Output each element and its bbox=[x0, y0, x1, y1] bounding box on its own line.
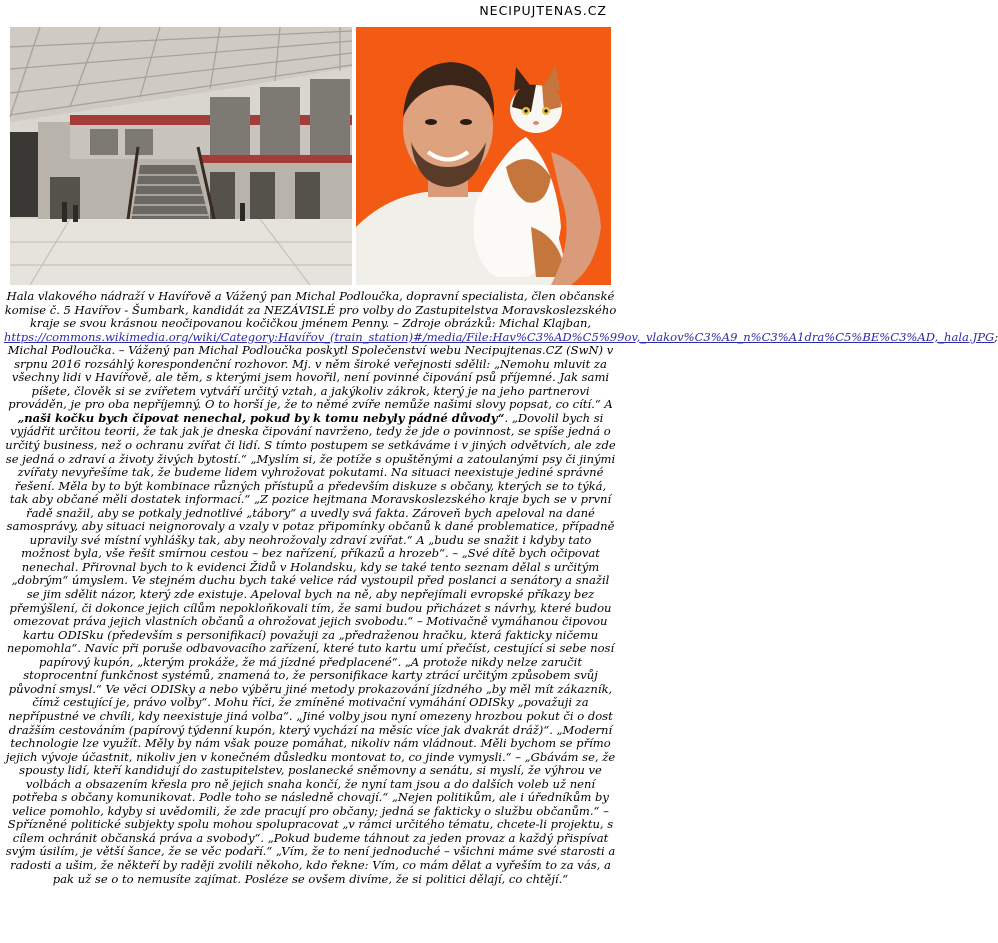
site-name: NECIPUJTENAS.CZ bbox=[479, 3, 607, 18]
station-hall-photo bbox=[10, 27, 352, 285]
portrait-with-cat-photo bbox=[356, 27, 611, 285]
caption-paragraph bbox=[4, 289, 998, 886]
photo-row bbox=[10, 27, 611, 285]
article-text bbox=[4, 289, 998, 886]
caption-text: Hala vlakového nádraží v Havířově a Vážený pan Michal Podloučka, dopravní specialista, člen občanské komise č. 5 Havířov - Šumbark, kandidát za NEZÁVISLÉ pro volby do Zastupitelstva Moravskoslezského kraje se svou krásnou neočipovanou kočičkou jménem Penny. – Zdroje obrázků: Michal Klajban, bbox=[4, 289, 617, 331]
wikimedia-source-link[interactable]: https://commons.wikimedia.org/wiki/Category:Havířov_(train_station)#/media/File:Hav%C3%AD%C5%99ov,_vlakov%C3%A9_n%C3%A1dra%C5%BE%C3%AD,_hala.JPG bbox=[4, 329, 995, 344]
interview-body-text: . „Dovolil bych si vyjádřit určitou teorii, že tak jak je dneska čipování navrženo, tedy že jde o povinnost, se spíše jedná o určitý business, než o ochranu zvířat či lidí. S tímto postupem se setkáváme i v jiných odvětvích, ale zde se jedná o zdraví a životy živých bytostí.“ „Myslím si, že potíže s opuštěnými a zatoulanými psy či jinými zvířaty nevyřešíme tak, že budeme lidem vyhrožovat pokutami. Na situaci neexistuje jediné správné řešení. Měla by to být kombinace různých přístupů a především diskuze s občany, kterých se to týká, tak aby občané měli dostatek informací.“ „Z pozice hejtmana Moravskoslezského kraje bych se v první řadě snažil, aby se potkaly jednotlivé „tábory“ a uvedly svá fakta. Zároveň bych apeloval na dané samosprávy, aby situaci neignorovaly a vzaly v potaz připomínky občanů k dané problematice, případně upravily své místní vyhlášky tak, aby neohrožovaly zdraví zvířat.“ A „budu se snažit i kdyby tato možnost byla, vše řešit smírnou cestou – bez nařízení, příkazů a hrozeb“. – „Své dítě bych očipovat nenechal. Přirovnal bych to k evidenci Židů v Holandsku, kdy se také tento seznam dělal s určitým „dobrým“ úmyslem. Ve stejném duchu bych také velice rád vystoupil před poslanci a senátory a snažil se jim sdělit názor, který zde existuje. Apeloval bych na ně, aby nepřejímali evropské příkazy bez přemýšlení, či dokonce jejich cílům nepokloňkovali tím, že sami budou přicházet s návrhy, které budou omezovat práva jejich vlastních občanů a ohrožovat jejich svobodu.“ – Motivačně vymáhanou čipovou kartu ODISku (především s personifikací) považuji za „předraženou hračku, která fakticky ničemu nepomohla“. Navíc při poruše odbavovacího zařízení, které tuto kartu umí přečíst, cestující si sebe nosí papírový kupón, „kterým prokáže, že má jízdné předplacené“. „A protože nikdy nelze zaručit stoprocentní funkčnost systémů, znamená to, že personifikace karty ztrácí určitým způsobem svůj původní smysl.“ Ve věci ODISky a nebo výběru jiné metody prokazování jízdného „by měl mít zákazník, čímž cestující je, právo volby“. Mohu říci, že zmíněné motivační vymáhání ODISky „považuji za nepřípustné ve chvíli, kdy neexistuje jiná volba“. „Jiné volby jsou nyní omezeny hrozbou pokut či o dost dražším cestováním (papírový týdenní kupón, který vychází na měsíc více jak dvakrát dráž)“. „Moderní technologie lze využít. Měly by nám však pouze pomáhat, nikoliv nám vládnout. Měli bychom se přímo jejich vývoje účastnit, nikoliv jen v konečném důsledku montovat to, co jinde vymysli.“ – „Gbávám se, že spousty lidí, kteří kandidují do zastupitelstev, poslanecké sněmovny a senátu, si myslí, že výhrou ve volbách a obsazením křesla pro ně jejich snaha končí, že nyní tam jsou a do dalších voleb už není potřeba s občany komunikovat. Podle toho se následně chovají.“ „Nejen politikům, ale i úředníkům by velice pomohlo, kdyby si uvědomili, že zde pracují pro občany; jedná se fakticky o službu občanům.“ – Spřízněné politické subjekty spolu mohou spolupracovat „v rámci určitého tématu, chcete-li projektu, s cílem ochránit občanská práva a svobody“. „Pokud budeme táhnout za jeden provaz a každý přispívat svým úsilím, je větší šance, že se věc podaří.“ „Vím, že to není jednoduché – všichni máme své starosti a radosti a ušim, že někteří by raději zvolili někoho, kdo řekne: Vím, co mám dělat a vyřeším to za vás, a pak už se o to nemusíte zajímat. Posléze se ovšem divíme, že si politici dělají, co chtějí.“ bbox=[5, 410, 616, 886]
cat-quote-bold: „naši kočku bych čipovat nenechal, pokud by k tomu nebyly pádné důvody“ bbox=[17, 410, 505, 425]
interview-intro-text: ; Michal Podloučka. – Vážený pan Michal Podloučka poskytl Společenství webu Necipujtenas.CZ (SwN) v srpnu 2016 rozsáhlý korespondenční rozhovor. Mj. v něm široké veřejnosti sdělil: „Nemohu mluvit za všechny lidi v Havířově, ale těm, s kterými jsem hovořil, není povinné čipování psů příjemné. Jak sami píšete, člověk si se zvířetem vytváří určitý vztah, a jakýkoliv zákrok, který je na jeho partnerovi prováděn, je pro oba nepříjemný. O to horší je, že to němé zvíře nemůže našimi slovy popsat, co cítí.“ A bbox=[7, 329, 998, 412]
